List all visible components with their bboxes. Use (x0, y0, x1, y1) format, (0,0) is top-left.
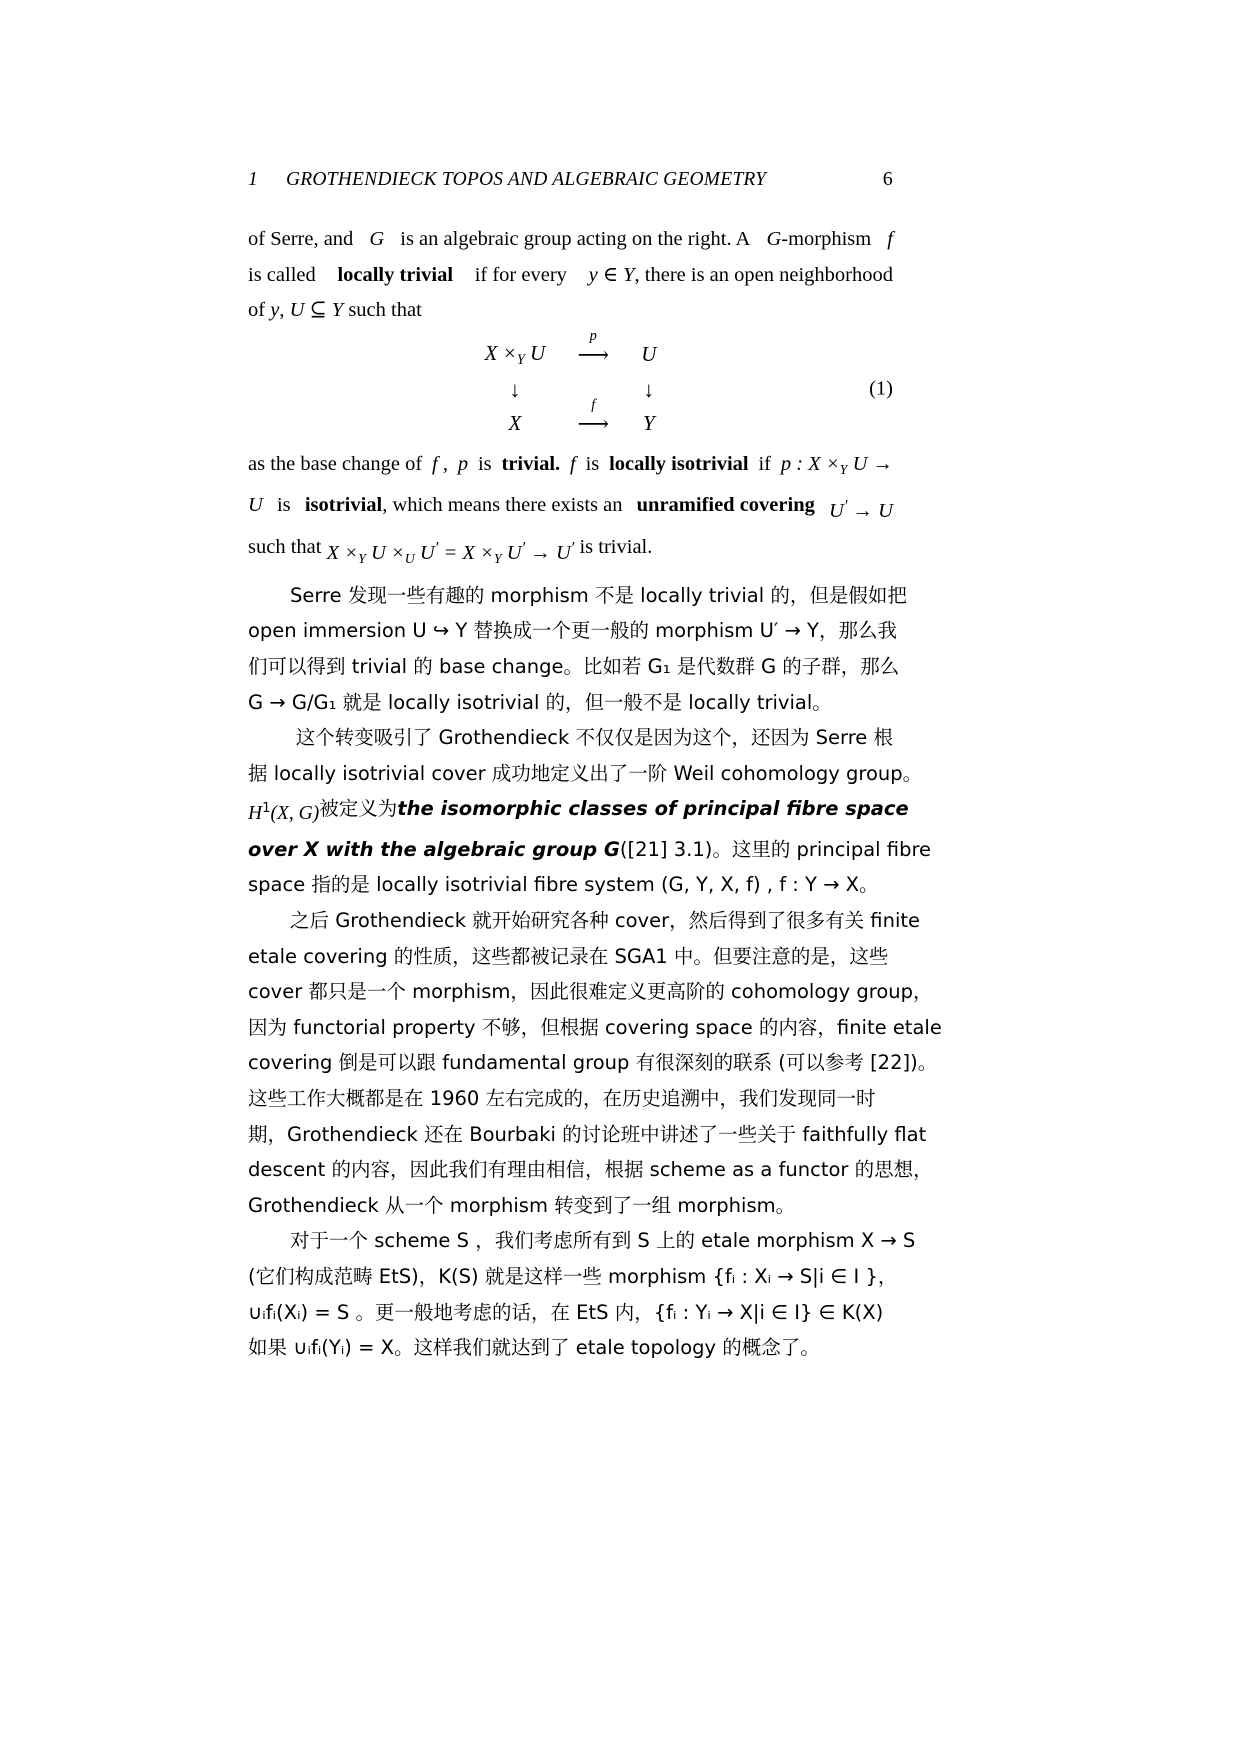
line-seg: ([21] 3.1)。这里的 principal fibre (619, 837, 932, 861)
text-line (248, 649, 900, 685)
text-line (248, 832, 932, 868)
math-expr-U-subset-Y: U ⊆ Y (289, 299, 344, 322)
running-header (248, 168, 893, 191)
arrow-glyph: ⟶ (577, 410, 609, 436)
text-line (248, 720, 893, 756)
subscript-Y: Y (839, 462, 848, 478)
math-expr: = X × (443, 542, 494, 565)
line-seg: -morphism (781, 228, 872, 250)
term-unramified-covering: unramified covering (636, 494, 815, 517)
math-expr: X × (326, 542, 359, 565)
math-symbol-H: H (248, 803, 263, 825)
text-line (248, 293, 893, 329)
header-section-title: GROTHENDIECK TOPOS AND ALGEBRAIC GEOMETRY (286, 169, 767, 190)
diagram-node-top-left: $X \times_Y$ U (484, 340, 546, 368)
math-symbol-p: p (457, 452, 469, 475)
subscript-U: U (404, 552, 415, 568)
line-seg: descent 的内容，因此我们有理由相信，根据 scheme as a functor 的思想， (248, 1158, 933, 1182)
emph-definition-part1: the isomorphic classes of principal fibre space (397, 797, 909, 821)
line-seg: (它们构成范畴 EtS)，K(S) 就是这样一些 morphism {fᵢ : Xᵢ → S|i ∈ I }， (248, 1264, 898, 1288)
line-seg: cover 都只是一个 morphism，因此很难定义更高阶的 cohomology group， (248, 980, 933, 1004)
text-line (248, 1010, 942, 1046)
arrow-label-p: p (589, 327, 597, 344)
subscript-Y: Y (493, 552, 502, 568)
line-seg: of (248, 299, 266, 322)
text-line (248, 903, 920, 939)
text-line (248, 578, 907, 614)
math-symbol-f: f (432, 452, 438, 475)
text-line (248, 258, 893, 294)
term-isotrivial: isotrivial (304, 494, 383, 517)
text-line (248, 1081, 893, 1117)
text-line (248, 1295, 893, 1331)
line-seg: 之后 Grothendieck 就开始研究各种 cover，然后得到了很多有关 finite (290, 909, 920, 933)
line-seg: 对于一个 scheme S ，我们考虑所有到 S 上的 etale morphism X → S (290, 1229, 916, 1253)
line-seg: covering 倒是可以跟 fundamental group 有很深刻的联系 (可以参考 [22])。 (248, 1051, 938, 1075)
math-symbol-f: f (887, 228, 893, 250)
page-number: 6 (882, 168, 893, 190)
line-seg: is (276, 494, 291, 517)
text-line (248, 1117, 927, 1153)
text-line (248, 488, 893, 530)
math-expr: p : X × (780, 452, 840, 475)
math-expr-y-in-Y: y ∈ Y (588, 263, 635, 286)
line-seg: is (477, 452, 492, 475)
text-line (248, 1330, 893, 1366)
math-symbol-G: G (369, 228, 385, 250)
display-equation-1 (248, 327, 893, 437)
line-seg: 因为 functorial property 不够，但根据 covering space 的内容，finite etale (248, 1015, 942, 1039)
diagram-node-top-right: U (641, 342, 657, 367)
text-line (248, 613, 897, 649)
line-seg: open immersion U ↪ Y 替换成一个更一般的 morphism U′ → Y，那么我 (248, 619, 897, 643)
text-line (248, 530, 893, 578)
text-line (248, 791, 909, 831)
paragraph-etale-topology (248, 1223, 916, 1365)
line-seg: 据 locally isotrivial cover 成功地定义出了一阶 Weil cohomology group。 (248, 761, 923, 785)
math-expr: → U (530, 542, 571, 565)
math-symbol-U-prime: U (419, 542, 435, 565)
math-symbol-U-prime: U (506, 542, 522, 565)
body-text-column (248, 222, 942, 1366)
term-locally-trivial: locally trivial (337, 263, 454, 286)
line-seg: of Serre, and (248, 228, 354, 250)
line-seg: is called (248, 263, 316, 286)
text-line (248, 685, 893, 721)
math-symbol-U-prime: U (829, 500, 844, 523)
diagram-node-bottom-right: Y (642, 411, 655, 436)
term-locally-isotrivial: locally isotrivial (609, 452, 749, 475)
text-line (248, 1152, 933, 1188)
line-seg: such that (248, 536, 322, 559)
math-symbol-f: f (570, 452, 576, 475)
text-line (248, 939, 893, 975)
subscript-Y: Y (358, 552, 366, 568)
arrow-glyph: ⟶ (577, 341, 609, 367)
diagram-arrow-top (547, 327, 639, 368)
text-line (248, 974, 933, 1010)
line-seg: Grothendieck 从一个 morphism 转变到了一组 morphism。 (248, 1193, 796, 1217)
diagram-arrow-bottom (547, 396, 639, 437)
prime-mark: ′ (434, 538, 439, 558)
text-line (248, 1259, 898, 1295)
paragraph-weil-cohomology (248, 720, 932, 903)
header-section-number: 1 (248, 169, 258, 190)
paragraph-base-change (248, 447, 893, 578)
text-line (248, 1223, 916, 1259)
line-seg: if for every (474, 263, 567, 286)
line-seg: ∪ᵢfᵢ(Xᵢ) = S 。更一般地考虑的话，在 EtS 内，{fᵢ : Yᵢ → X|i ∈ I} ∈ K(X) (248, 1300, 884, 1324)
math-expr: U → (852, 452, 893, 475)
diagram-node-bottom-left: X (508, 411, 522, 436)
line-seg: 被定义为 (319, 797, 398, 821)
line-seg: etale covering 的性质，这些都被记录在 SGA1 中。但要注意的是，这些 (248, 944, 889, 968)
subscript-Y: Y (516, 351, 525, 368)
line-seg: such that (348, 299, 422, 322)
math-expr: (X, G) (270, 803, 320, 825)
line-seg: if (758, 452, 771, 475)
line-seg: 这些工作大概都是在 1960 左右完成的，在历史追溯中，我们发现同一时 (248, 1086, 876, 1110)
line-seg: 们可以得到 trivial 的 base change。比如若 G₁ 是代数群 G 的子群，那么 (248, 654, 900, 678)
math-symbol-y: y (270, 299, 280, 322)
line-seg: is an algebraic group acting on the right. A (400, 228, 751, 250)
equation-number: (1) (869, 377, 893, 400)
line-seg: , which means there exists an (382, 494, 623, 517)
line-seg: Serre 发现一些有趣的 morphism 不是 locally trivial 的，但是假如把 (290, 583, 907, 607)
text-line (248, 756, 923, 792)
paragraph-serre-intro (248, 222, 893, 329)
line-seg: , (442, 452, 448, 475)
superscript-1: 1 (262, 801, 271, 817)
text-line (248, 867, 893, 903)
line-seg: , (279, 299, 285, 322)
text-line (248, 1188, 893, 1224)
prime-mark: ′ (843, 496, 848, 516)
text-line (248, 1045, 938, 1081)
prime-mark: ′ (570, 538, 575, 558)
paragraph-etale-covering (248, 903, 942, 1223)
line-seg: , there is an open neighborhood (634, 263, 893, 286)
line-seg: as the base change of (248, 452, 423, 475)
line-seg: is trivial. (579, 536, 653, 559)
line-seg: G → G/G₁ 就是 locally isotrivial 的，但一般不是 locally trivial。 (248, 690, 832, 714)
diagram-arrow-right: ↓ (643, 376, 655, 402)
prime-mark: ′ (521, 538, 526, 558)
text-line (248, 447, 893, 488)
line-seg: 期，Grothendieck 还在 Bourbaki 的讨论班中讲述了一些关于 faithfully flat (248, 1122, 927, 1146)
math-expr: U × (370, 542, 405, 565)
math-symbol-U: U (248, 494, 263, 517)
diagram-arrow-left: ↓ (509, 376, 521, 402)
paragraph-serre-discovery (248, 578, 907, 720)
commutative-diagram (484, 327, 657, 437)
term-trivial: trivial. (501, 452, 561, 475)
emph-definition-part2: over X with the algebraic group G (248, 837, 620, 861)
line-seg: space 指的是 locally isotrivial fibre system (G, Y, X, f) , f : Y → X。 (248, 873, 879, 897)
arrow-label-f: f (591, 396, 596, 413)
math-expr: → U (852, 500, 893, 523)
math-symbol-G: G (766, 228, 782, 250)
line-seg: 如果 ∪ᵢfᵢ(Yᵢ) = X。这样我们就达到了 etale topology 的概念了。 (248, 1336, 820, 1360)
line-seg: 这个转变吸引了 Grothendieck 不仅仅是因为这个，还因为 Serre 根 (295, 726, 893, 750)
line-seg: is (585, 452, 600, 475)
text-line (248, 222, 893, 258)
